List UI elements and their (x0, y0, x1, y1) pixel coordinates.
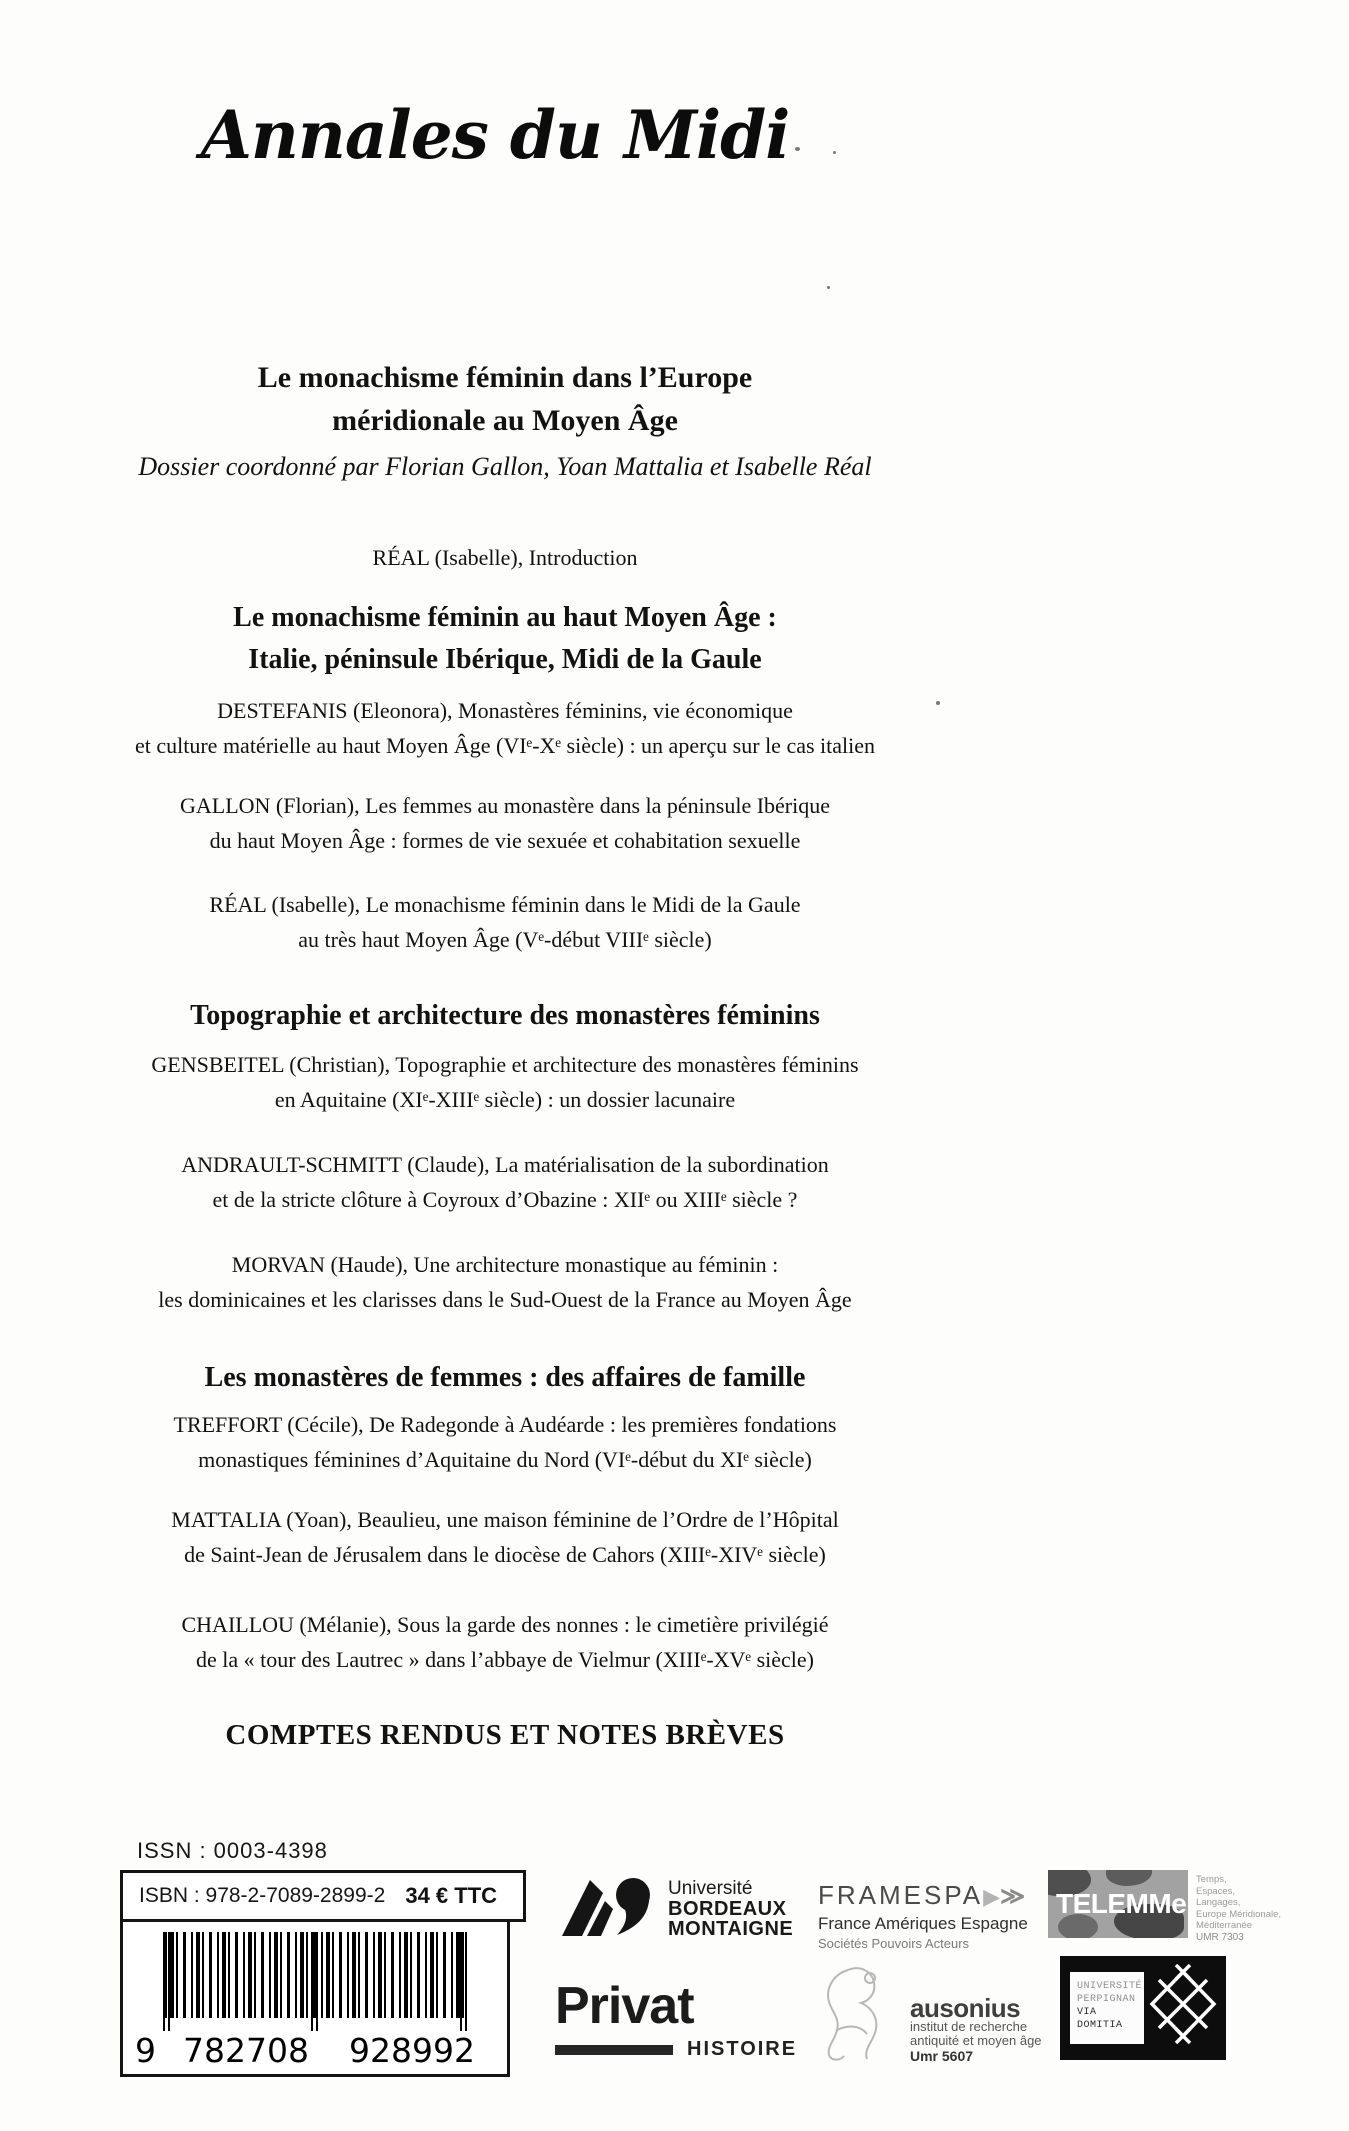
perpignan-line: DOMITIA (1077, 2020, 1123, 2031)
toc-entry-line: GENSBEITEL (Christian), Topographie et architecture des monastères féminins (151, 1052, 859, 1077)
bordeaux-montaigne-line: BORDEAUX (668, 1897, 787, 1920)
section-heading-line: Les monastères de femmes : des affaires de famille (204, 1362, 806, 1393)
dossier-title (65, 356, 945, 442)
telemme-descriptor (1196, 1874, 1281, 1932)
ausonius-line: antiquité et moyen âge (910, 2033, 1042, 2048)
privat-underline-bar (555, 2045, 673, 2055)
barcode (120, 1919, 510, 2077)
perpignan-line: VIA (1077, 2007, 1097, 2018)
toc-entry-line: en Aquitaine (XIᵉ-XIIIᵉ siècle) : un dossier lacunaire (274, 1087, 736, 1112)
barcode-guard (163, 1932, 165, 2038)
dossier-title-line: Le monachisme féminin dans l’Europe (257, 361, 753, 394)
barcode-group: 782708 (163, 2031, 329, 2070)
reviews-section-heading: COMPTES RENDUS ET NOTES BRÈVES (225, 1719, 785, 1751)
section-heading (65, 995, 945, 1037)
telemme-descriptor-line: Temps, (1196, 1874, 1227, 1885)
telemme-descriptor-line: Langages, (1196, 1897, 1241, 1908)
logo-telemme (1048, 1870, 1188, 1938)
section-heading (65, 597, 945, 681)
perpignan-lattice-icon (1146, 1964, 1220, 2052)
toc-entry-line: MORVAN (Haude), Une architecture monastique au féminin : (231, 1252, 779, 1277)
perpignan-name-card (1070, 1972, 1144, 2044)
bordeaux-montaigne-mark-icon (560, 1876, 652, 1941)
dossier-title-line: méridionale au Moyen Âge (332, 404, 678, 437)
isbn-label: ISBN : 978-2-7089-2899-2 (139, 1884, 386, 1907)
framespa-tagline: France Amériques Espagne (818, 1914, 1028, 1933)
telemme-wordmark: TELEMMe (1056, 1888, 1187, 1919)
toc-entry-line: TREFFORT (Cécile), De Radegonde à Audéarde : les premières fondations (173, 1412, 837, 1437)
barcode-guard (465, 1932, 467, 2038)
toc-entry (65, 1407, 945, 1477)
telemme-descriptor-line: Espaces, (1196, 1885, 1236, 1897)
barcode-guard (316, 1932, 318, 2038)
toc-entry (65, 788, 945, 858)
toc-entry (65, 1607, 945, 1677)
telemme-descriptor-line: Méditerranée (1196, 1920, 1252, 1931)
toc-entry-line: et culture matérielle au haut Moyen Âge (VIᵉ-Xᵉ siècle) : un aperçu sur le cas italien (134, 733, 876, 758)
telemme-descriptor-line: Europe Méridionale, (1196, 1908, 1282, 1920)
toc-entry (65, 1247, 945, 1317)
logo-framespa (818, 1880, 1028, 1951)
section-heading-line: Le monachisme féminin au haut Moyen Âge : (233, 602, 777, 633)
barcode-digits (135, 2031, 495, 2070)
logo-privat (555, 1977, 798, 2061)
bordeaux-montaigne-line: MONTAIGNE (668, 1917, 794, 1940)
isbn-box (120, 1870, 526, 1922)
privat-wordmark: Privat (555, 1977, 694, 2035)
toc-entry (65, 1047, 945, 1117)
barcode-group: 928992 (329, 2031, 495, 2070)
issn-label: ISSN : 0003-4398 (137, 1838, 328, 1863)
toc-entry-line: GALLON (Florian), Les femmes au monastère dans la péninsule Ibérique (179, 793, 831, 818)
toc-entry (65, 540, 945, 575)
framespa-arrows-icon: ▶ (983, 1884, 1001, 1909)
logo-universite-bordeaux-montaigne (560, 1876, 793, 1941)
toc-entry-line: les dominicaines et les clarisses dans le Sud-Ouest de la France au Moyen Âge (158, 1287, 852, 1312)
toc-entry-line: MATTALIA (Yoan), Beaulieu, une maison féminine de l’Ordre de l’Hôpital (171, 1507, 839, 1532)
logo-universite-perpignan (1060, 1956, 1226, 2060)
toc-entry-line: RÉAL (Isabelle), Le monachisme féminin dans le Midi de la Gaule (209, 892, 801, 917)
section-heading (65, 1357, 945, 1399)
toc-entry-line: ANDRAULT-SCHMITT (Claude), La matérialisation de la subordination (181, 1152, 829, 1177)
toc-entry-line: au très haut Moyen Âge (Vᵉ-début VIIIᵉ siècle) (298, 927, 712, 952)
toc-entry (65, 887, 945, 957)
toc-entry-line: CHAILLOU (Mélanie), Sous la garde des nonnes : le cimetière privilégié (181, 1612, 829, 1637)
section-heading-line: Topographie et architecture des monastères féminins (190, 1000, 820, 1031)
scan-speck (827, 286, 830, 289)
ausonius-wordmark: ausonius (910, 1993, 1021, 2023)
framespa-arrows-icon: ≫ (1000, 1883, 1026, 1910)
telemme-umr-label: UMR 7303 (1196, 1932, 1244, 1943)
barcode-guard (460, 1932, 462, 2038)
barcode-guard (168, 1932, 170, 2038)
toc-entry (65, 1147, 945, 1217)
telemme-map-icon (1048, 1870, 1188, 1938)
scan-speck (833, 151, 836, 154)
section-heading-line: Italie, péninsule Ibérique, Midi de la Gaule (248, 644, 762, 675)
toc-entry-line: de la « tour des Lautrec » dans l’abbaye de Vielmur (XIIIᵉ-XVᵉ siècle) (196, 1647, 814, 1672)
ausonius-line: institut de recherche (910, 2019, 1028, 2034)
toc-entry-line: DESTEFANIS (Eleonora), Monastères féminins, vie économique (217, 698, 793, 723)
dossier-coordination: Dossier coordonné par Florian Gallon, Yoan Mattalia et Isabelle Réal (138, 452, 872, 481)
toc-entry-line: monastiques féminines d’Aquitaine du Nord (VIᵉ-début du XIᵉ siècle) (198, 1447, 812, 1472)
toc-entry-line: RÉAL (Isabelle), Introduction (372, 545, 638, 570)
toc-entry (65, 693, 945, 763)
table-of-contents (65, 356, 945, 1752)
toc-entry-line: du haut Moyen Âge : formes de vie sexuée et cohabitation sexuelle (209, 828, 801, 853)
price-label: 34 € TTC (405, 1883, 498, 1908)
framespa-subline: Sociétés Pouvoirs Acteurs (818, 1936, 970, 1951)
ausonius-umr-label: Umr 5607 (910, 2048, 974, 2064)
logo-ausonius (812, 1962, 1042, 2067)
scan-speck (795, 147, 800, 151)
privat-collection-label: HISTOIRE (687, 2038, 798, 2060)
perpignan-line: PERPIGNAN (1077, 1994, 1136, 2005)
toc-entry-line: de Saint-Jean de Jérusalem dans le diocèse de Cahors (XIIIᵉ-XIVᵉ siècle) (184, 1542, 826, 1567)
toc-entry (65, 1502, 945, 1572)
journal-title: Annales du Midi (200, 96, 790, 174)
toc-entry-line: et de la stricte clôture à Coyroux d’Obazine : XIIᵉ ou XIIIᵉ siècle ? (212, 1187, 798, 1212)
bordeaux-montaigne-line: Université (668, 1877, 753, 1899)
barcode-guard (311, 1932, 313, 2038)
ausonius-figure-icon (812, 1962, 902, 2067)
barcode-lead-digit: 9 (135, 2031, 156, 2070)
perpignan-line: UNIVERSITÉ (1077, 1981, 1143, 1992)
framespa-wordmark: FRAMESPA (818, 1880, 984, 1910)
